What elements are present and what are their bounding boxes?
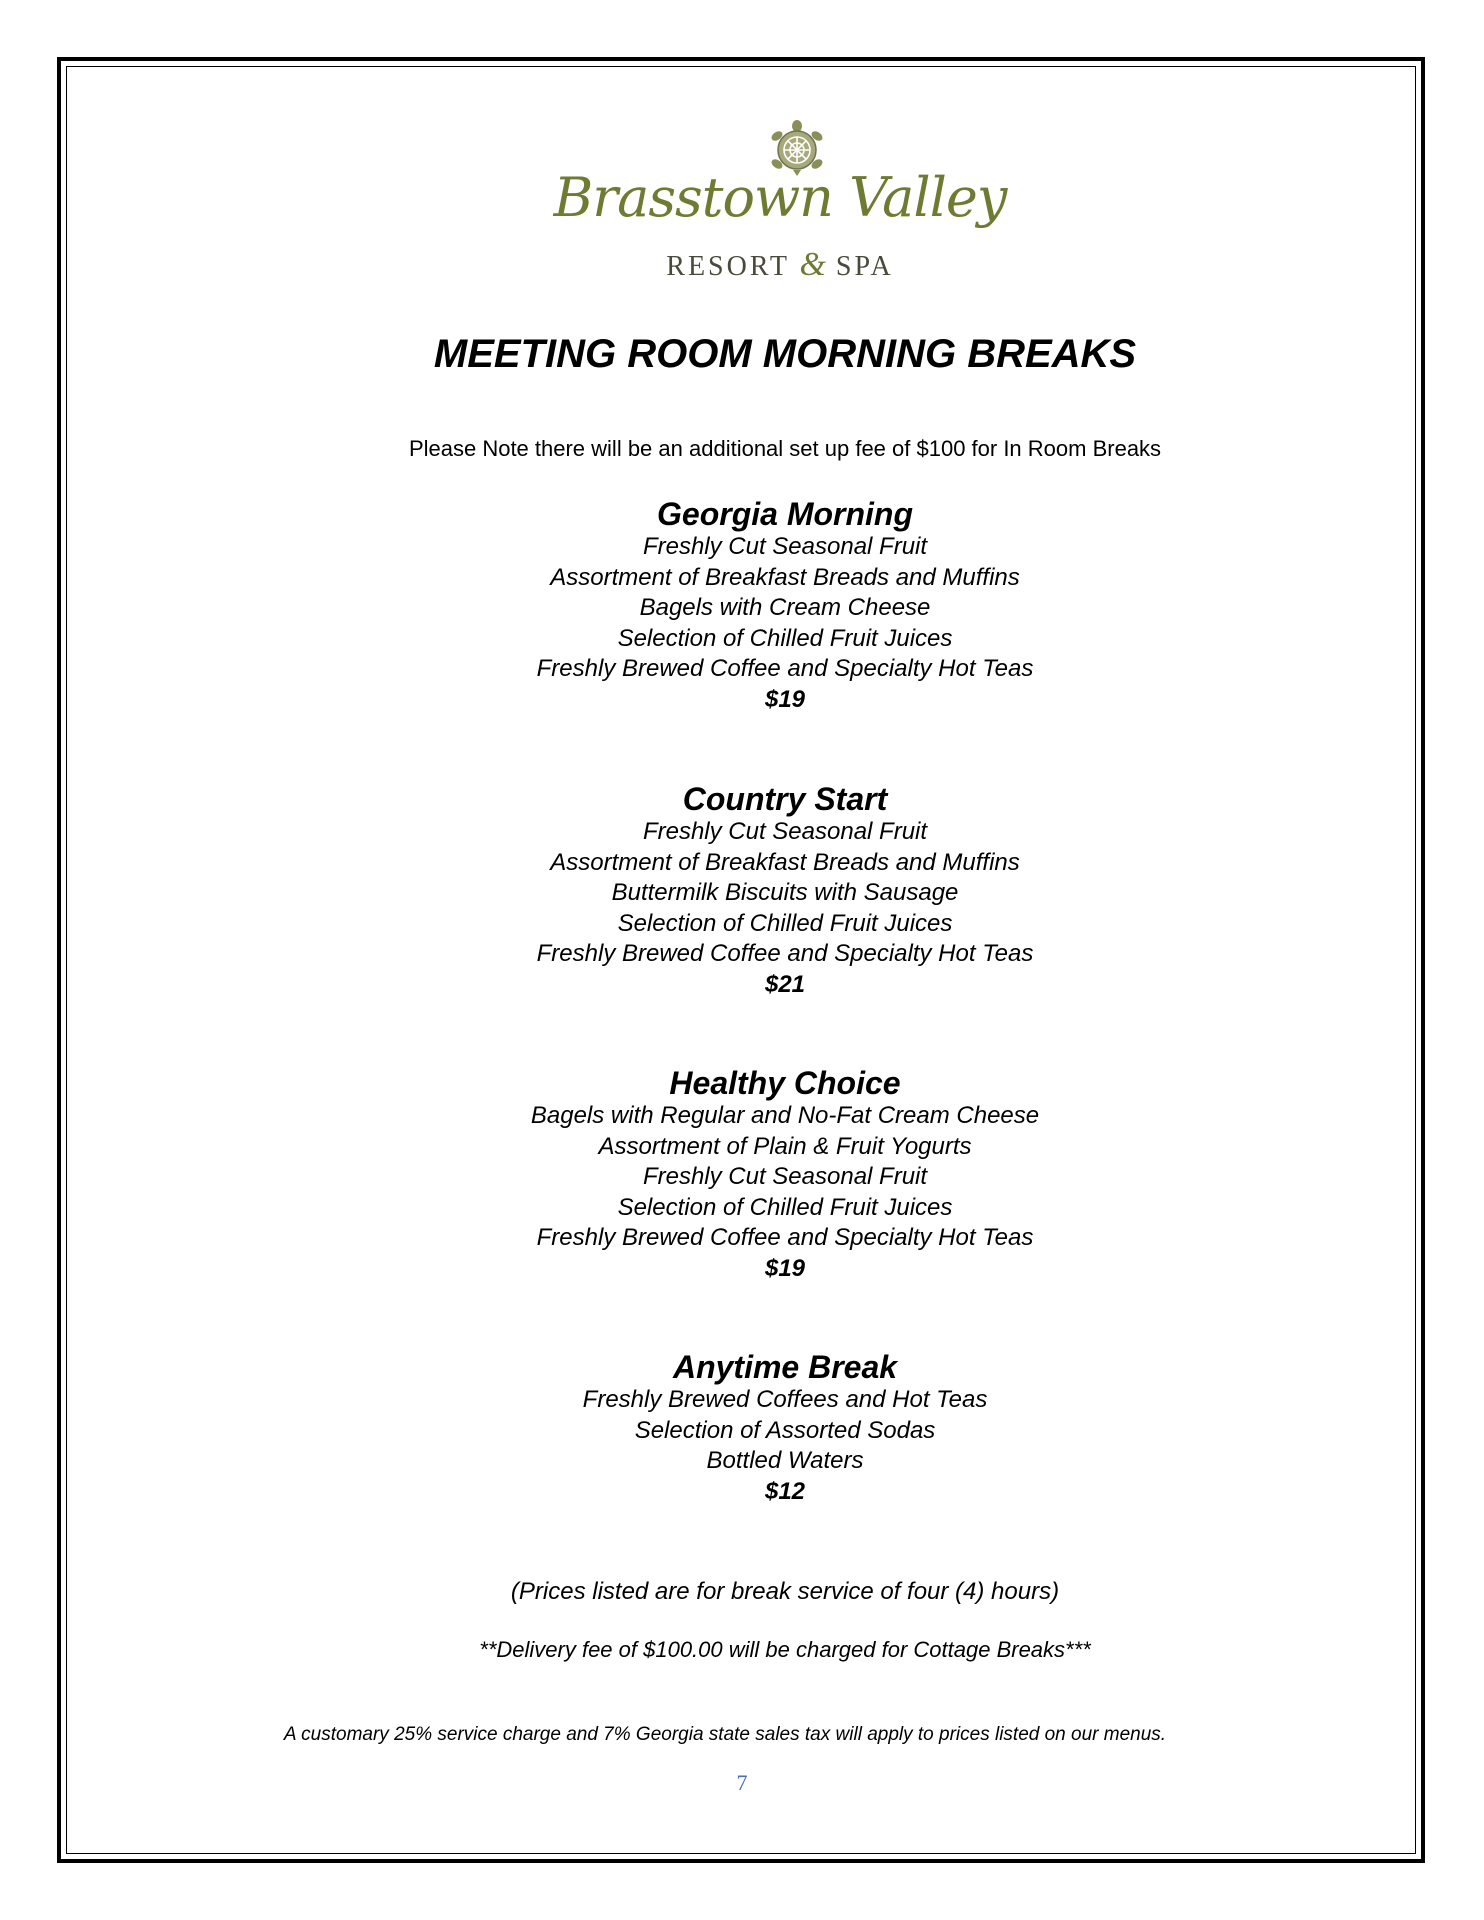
logo-subtitle — [540, 246, 1020, 284]
section-price: $12 — [764, 1477, 806, 1505]
menu-item: Freshly Brewed Coffee and Specialty Hot Teas — [536, 655, 1034, 683]
menu-item: Freshly Cut Seasonal Fruit — [642, 1163, 928, 1191]
menu-item: Buttermilk Biscuits with Sausage — [611, 879, 959, 907]
menu-item: Freshly Cut Seasonal Fruit — [642, 818, 928, 845]
section-price: $19 — [764, 1254, 806, 1282]
section-title: Healthy Choice — [669, 1065, 901, 1101]
logo-sub-spa: SPA — [835, 251, 894, 282]
section-price: $21 — [764, 970, 806, 998]
service-charge-note: A customary 25% service charge and 7% Georgia state sales tax will apply to prices listed on our menus. — [283, 1724, 1167, 1745]
menu-item: Assortment of Breakfast Breads and Muffins — [550, 848, 1020, 876]
delivery-fee-note: **Delivery fee of $100.00 will be charged for Cottage Breaks*** — [479, 1637, 1091, 1662]
logo-sub-ampersand: & — [799, 246, 826, 283]
menu-section-anytime-break — [0, 1349, 1484, 1507]
menu-item: Freshly Brewed Coffee and Specialty Hot Teas — [536, 940, 1034, 968]
menu-item: Freshly Cut Seasonal Fruit — [642, 533, 928, 560]
menu-item: Bottled Waters — [706, 1447, 864, 1475]
menu-item: Selection of Chilled Fruit Juices — [617, 624, 953, 652]
menu-section-healthy-choice — [0, 1065, 1484, 1284]
prices-duration-note: (Prices listed are for break service of four (4) hours) — [510, 1578, 1060, 1605]
section-price: $19 — [764, 685, 806, 713]
page-number: 7 — [736, 1770, 748, 1795]
section-title: Country Start — [682, 781, 888, 817]
menu-item: Selection of Chilled Fruit Juices — [617, 909, 953, 937]
menu-item: Freshly Brewed Coffee and Specialty Hot Teas — [536, 1224, 1034, 1252]
page-title: MEETING ROOM MORNING BREAKS — [433, 332, 1137, 376]
menu-item: Freshly Brewed Coffees and Hot Teas — [582, 1386, 988, 1413]
resort-logo — [540, 118, 1020, 288]
logo-wordmark: Brasstown Valley — [553, 166, 1007, 229]
menu-section-country-start — [0, 781, 1484, 1000]
section-title: Anytime Break — [672, 1349, 898, 1385]
menu-item: Assortment of Breakfast Breads and Muffins — [550, 563, 1020, 591]
menu-item: Selection of Chilled Fruit Juices — [617, 1193, 953, 1221]
menu-item: Bagels with Cream Cheese — [639, 594, 931, 622]
setup-fee-note: Please Note there will be an additional set up fee of $100 for In Room Breaks — [408, 436, 1162, 461]
menu-section-georgia-morning — [0, 496, 1484, 715]
menu-item: Selection of Assorted Sodas — [634, 1416, 936, 1444]
section-title: Georgia Morning — [657, 496, 913, 532]
menu-item: Assortment of Plain & Fruit Yogurts — [598, 1132, 972, 1160]
menu-item: Bagels with Regular and No-Fat Cream Cheese — [530, 1102, 1040, 1129]
logo-sub-resort: RESORT — [666, 251, 790, 282]
